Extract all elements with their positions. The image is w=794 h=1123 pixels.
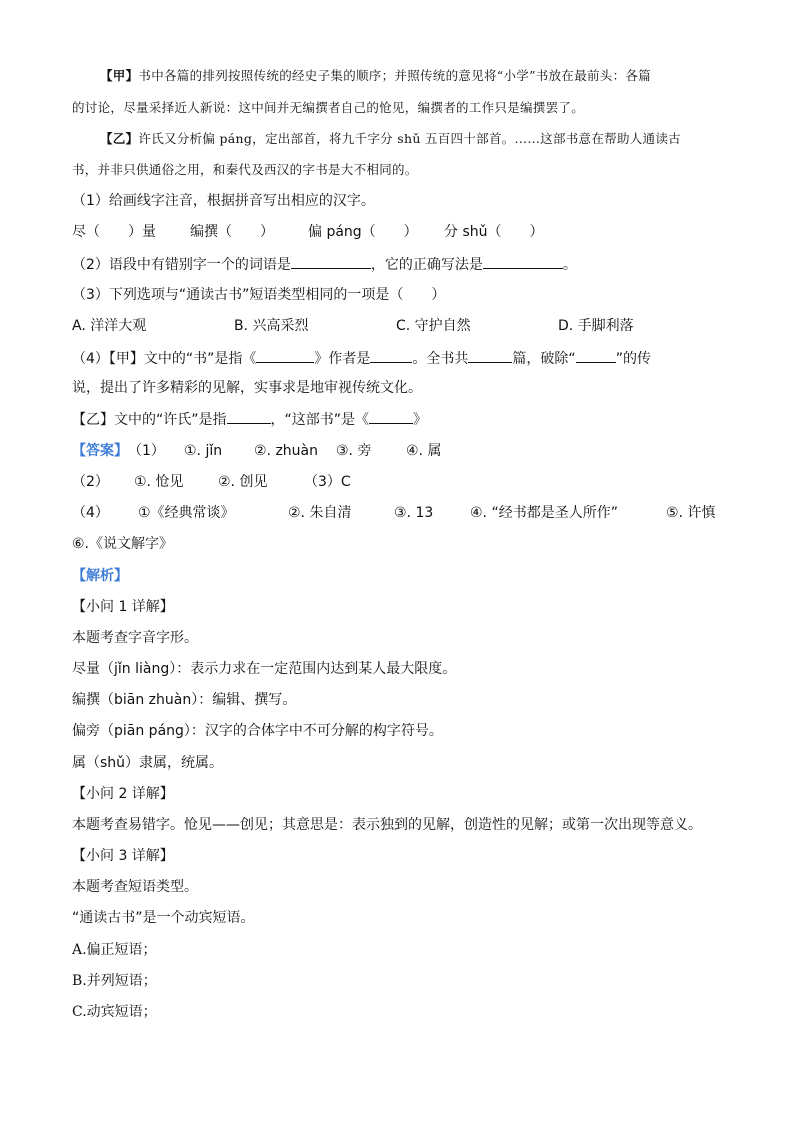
- q3-prompt: （3）下列选项与“通读古书”短语类型相同的一项是（ ）: [72, 287, 446, 303]
- q4-line-1: [72, 348, 732, 369]
- q4-blank-work: [369, 409, 413, 424]
- analysis-s1-intro: 本题考查字音字形。: [72, 630, 198, 646]
- answer-item: ④. “经书都是圣人所作”: [470, 505, 618, 521]
- answer-row-4: ⑥.《说文解字》: [72, 536, 174, 552]
- q3-option-a: A. 洋洋大观: [72, 318, 147, 334]
- passage-yi-tag: 【乙】: [100, 131, 139, 146]
- analysis-s1-line: 编撰（biān zhuàn）：编辑、撰写。: [72, 692, 297, 708]
- answer-item: ①. jǐn: [184, 443, 223, 459]
- analysis-s2-title: 【小问 2 详解】: [72, 786, 174, 802]
- q4-blank-legend: [576, 348, 616, 363]
- passage-yi-text-1: 许氏又分析偏 páng，定出部首，将九千字分 shǔ 五百四十部首。……这部书意在帮助人通读古: [138, 131, 681, 146]
- analysis-s3-option: C.动宾短语；: [72, 1004, 157, 1020]
- answer-item: ④. 属: [406, 443, 442, 459]
- q2-text-b: ，它的正确写法是: [370, 257, 483, 273]
- answer-item: ③. 旁: [336, 443, 372, 459]
- answer-item: ②. 朱自清: [288, 505, 352, 521]
- q4-text-6: 【乙】文中的“许氏”是指: [72, 412, 227, 428]
- answer-item: ①《经典常谈》: [138, 505, 235, 521]
- answer-num: （4）: [72, 505, 109, 521]
- q4-text-4: 篇，破除“: [512, 351, 576, 367]
- q3-option-d: D. 手脚利落: [558, 318, 634, 334]
- analysis-s3-option: B.并列短语；: [72, 973, 157, 989]
- q2-text-a: （2）语段中有错别字一个的词语是: [72, 257, 291, 273]
- q2-text-c: 。: [562, 257, 577, 273]
- answer-item: ⑤. 许慎: [666, 505, 716, 521]
- q4-text-3: 。全书共: [412, 351, 469, 367]
- q4-text-5: ”的传: [615, 351, 651, 367]
- answer-item: ①. 怆见: [134, 474, 184, 490]
- analysis-s1-line: 属（shǔ）隶属，统属。: [72, 755, 224, 771]
- q2-blank-1: [291, 254, 371, 269]
- q4-blank-author: [370, 348, 412, 363]
- analysis-s1-line: 尽量（jǐn liàng）：表示力求在一定范围内达到某人最大限度。: [72, 661, 457, 677]
- q3-option-c: C. 守护自然: [396, 318, 471, 334]
- analysis-s3-option: A.偏正短语；: [72, 942, 157, 958]
- q3-option-b: B. 兴高采烈: [234, 318, 309, 334]
- q1-item: 编撰（ ）: [190, 224, 274, 240]
- answer-num: （2）: [72, 474, 109, 490]
- q1-prompt: （1）给画线字注音，根据拼音写出相应的汉字。: [72, 193, 375, 209]
- answer-item: ③. 13: [394, 505, 434, 521]
- passage-jia-text-1: 书中各篇的排列按照传统的经史子集的顺序；并照传统的意见将“小学”书放在最前头：各篇: [138, 68, 651, 83]
- q4-blank-book: [256, 348, 314, 363]
- q2-blank-2: [483, 254, 563, 269]
- passage-jia-line-2: 的讨论，尽量采择近人新说：这中间并无编撰者自己的怆见，编撰者的工作只是编撰罢了。: [72, 100, 585, 115]
- answer-item: ②. 创见: [218, 474, 268, 490]
- answer-num: （1）: [128, 443, 165, 459]
- q4-text-7: ，“这部书”是《: [270, 412, 370, 428]
- q4-text-8: 》: [413, 412, 428, 428]
- q4-text-2: 》作者是: [314, 351, 371, 367]
- analysis-tag: 【解析】: [72, 568, 128, 584]
- q2-prompt: [72, 254, 732, 275]
- passage-yi-line-1: [100, 129, 730, 149]
- q1-item: 尽（ ）量: [72, 224, 156, 240]
- q4-line-3: [72, 409, 732, 430]
- q4-text-1: （4）【甲】文中的“书”是指《: [72, 351, 257, 367]
- analysis-s3-intro: 本题考查短语类型。: [72, 879, 198, 895]
- passage-yi-line-2: 书，并非只供通俗之用，和秦代及西汉的字书是大不相同的。: [72, 162, 418, 177]
- q4-line-2: 说，提出了许多精彩的见解，实事求是地审视传统文化。: [72, 380, 422, 396]
- passage-jia-tag: 【甲】: [100, 68, 139, 83]
- q4-blank-count: [468, 348, 512, 363]
- q4-blank-xu: [227, 409, 271, 424]
- analysis-s3-title: 【小问 3 详解】: [72, 848, 174, 864]
- analysis-s3-line: “通读古书”是一个动宾短语。: [72, 910, 255, 926]
- q1-item: 分 shǔ（ ）: [444, 224, 544, 240]
- answer-tag: 【答案】: [72, 443, 128, 459]
- answer-item: ②. zhuàn: [254, 443, 318, 459]
- analysis-s1-line: 偏旁（piān páng）：汉字的合体字中不可分解的构字符号。: [72, 723, 443, 739]
- analysis-s1-title: 【小问 1 详解】: [72, 599, 174, 615]
- q1-item: 偏 páng（ ）: [308, 224, 418, 240]
- answer-q3: （3）C: [304, 474, 351, 490]
- passage-jia-line-1: [100, 66, 730, 86]
- analysis-s2-line: 本题考查易错字。怆见——创见；其意思是：表示独到的见解，创造性的见解；或第一次出现等意义。: [72, 817, 702, 833]
